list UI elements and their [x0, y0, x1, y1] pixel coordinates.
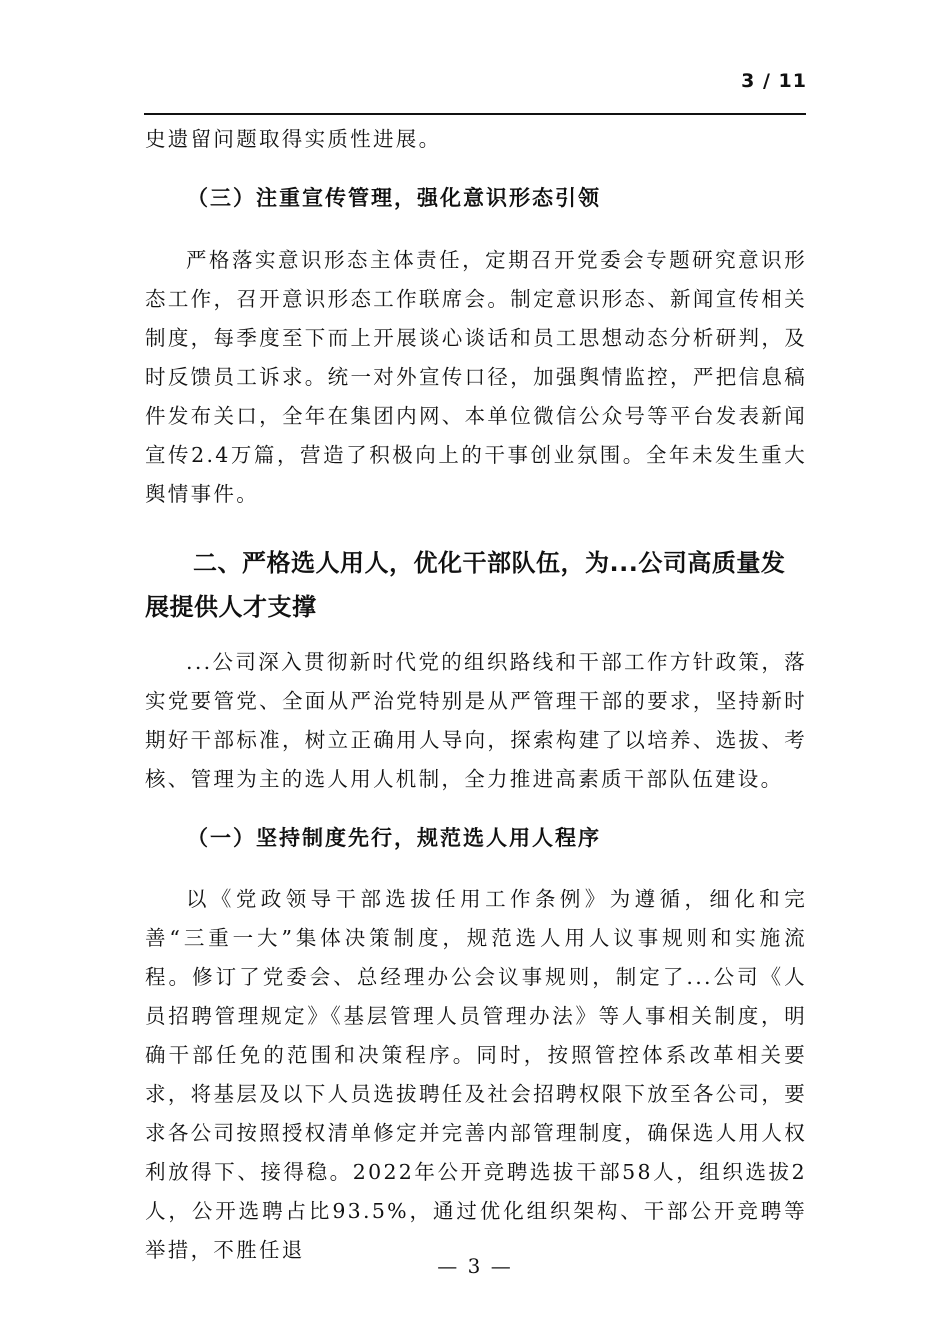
paragraph-propaganda: 严格落实意识形态主体责任，定期召开党委会专题研究意识形态工作，召开意识形态工作联席会。制定意识形态、新闻宣传相关制度，每季度至下而上开展谈心谈话和员工思想动态分析研判，及时反馈员工诉求。统一对外宣传口径，加强舆情监控，严把信息稿件发布关口，全年在集团内网、本单位微信公众号等平台发表新闻宣传2.4万篇，营造了积极向上的干事创业氛围。全年未发生重大舆情事件。	[145, 248, 807, 506]
section-heading-system: （一）坚持制度先行，规范选人用人程序	[187, 826, 601, 850]
paragraph-system: 以《党政领导干部选拔任用工作条例》为遵循，细化和完善“三重一大”集体决策制度，规范选人用人议事规则和实施流程。修订了党委会、总经理办公会议事规则，制定了...公司《人员招聘管理规定》《基层管理人员管理办法》等人事相关制度，明确干部任免的范围和决策程序。同时，按照管控体系改革相关要求，将基层及以下人员选拔聘任及社会招聘权限下放至各公司，要求各公司按照授权清单修定并完善内部管理制度，确保选人用人权利放得下、接得稳。2022年公开竞聘选拔干部58人，组织选拔2人，公开选聘占比93.5%，通过优化组织架构、干部公开竞聘等举措，不胜任退	[145, 887, 807, 1262]
document-body	[145, 120, 807, 1270]
header-divider	[144, 113, 806, 115]
chapter-heading-personnel: 二、严格选人用人，优化干部队伍，为...公司高质量发展提供人才支撑	[145, 549, 786, 621]
footer-page-number: — 3 —	[437, 1254, 513, 1278]
paragraph-personnel-intro: ...公司深入贯彻新时代党的组织路线和干部工作方针政策，落实党要管党、全面从严治党特别是从严管理干部的要求，坚持新时期好干部标准，树立正确用人导向，探索构建了以培养、选拔、考核、管理为主的选人用人机制，全力推进高素质干部队伍建设。	[145, 650, 807, 791]
page-counter: 3 / 11	[741, 70, 807, 92]
paragraph-continued: 史遗留问题取得实质性进展。	[145, 127, 442, 151]
section-heading-propaganda: （三）注重宣传管理，强化意识形态引领	[187, 186, 601, 210]
